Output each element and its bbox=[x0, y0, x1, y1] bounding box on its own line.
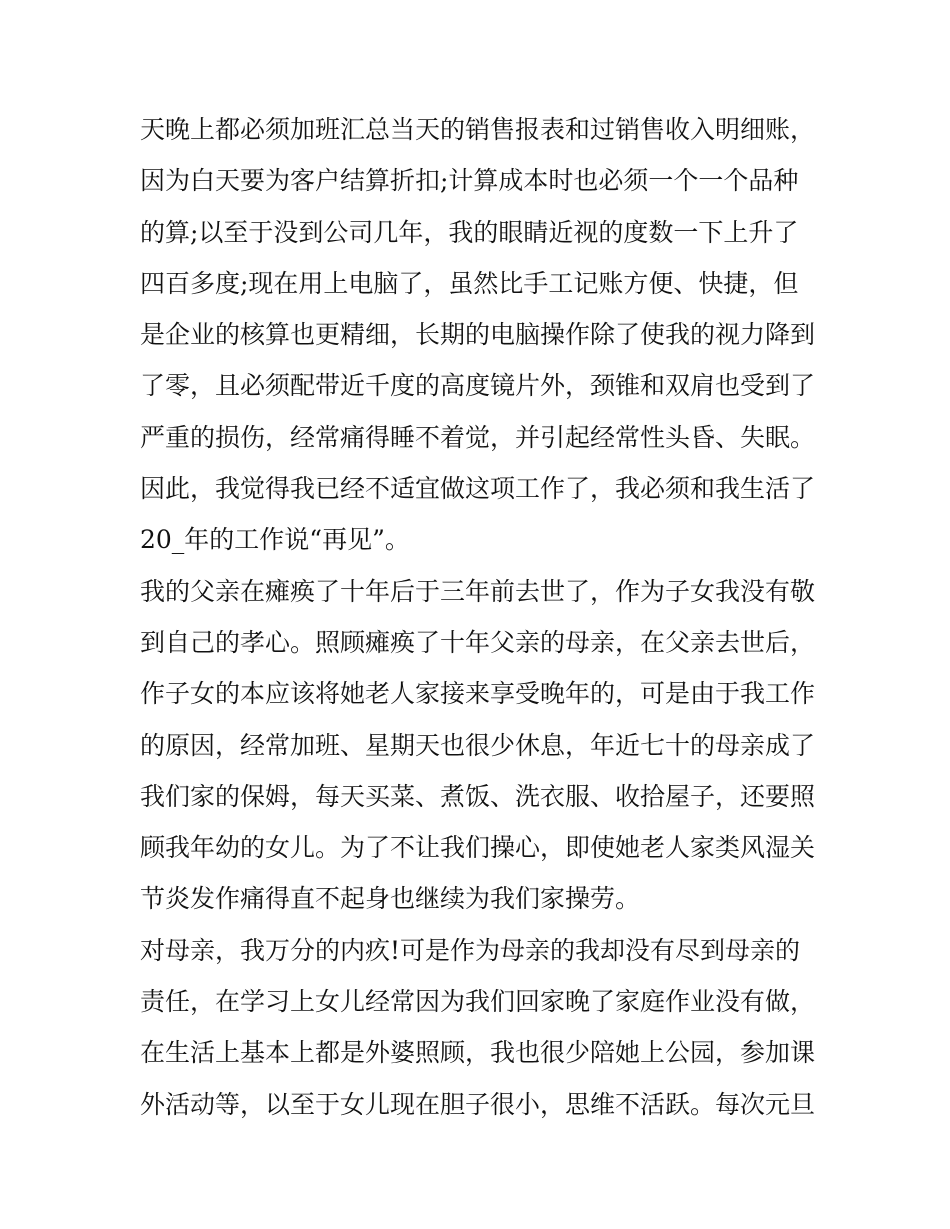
text-line: 作子女的本应该将她老人家接来享受晚年的，可是由于我工作 bbox=[140, 679, 816, 709]
text-line: 对母亲，我万分的内疚!可是作为母亲的我却没有尽到母亲的 bbox=[140, 935, 801, 965]
text-line: 外活动等，以至于女儿现在胆子很小，思维不活跃。每次元旦 bbox=[140, 1089, 816, 1119]
text-line: 是企业的核算也更精细，长期的电脑操作除了使我的视力降到 bbox=[140, 320, 816, 350]
text-line: 在生活上基本上都是外婆照顾，我也很少陪她上公园，参加课 bbox=[140, 1038, 816, 1068]
text-line: 责任，在学习上女儿经常因为我们回家晚了家庭作业没有做， bbox=[140, 987, 816, 1017]
text-line: 的算;以至于没到公司几年，我的眼睛近视的度数一下上升了 bbox=[140, 217, 799, 247]
text-line: 四百多度;现在用上电脑了，虽然比手工记账方便、快捷，但 bbox=[140, 268, 799, 298]
text-line: 顾我年幼的女儿。为了不让我们操心，即使她老人家类风湿关 bbox=[140, 833, 816, 863]
text-line: 到自己的孝心。照顾瘫痪了十年父亲的母亲，在父亲去世后， bbox=[140, 627, 816, 657]
text-line: 节炎发作痛得直不起身也继续为我们家操劳。 bbox=[140, 884, 641, 914]
text-line: 我的父亲在瘫痪了十年后于三年前去世了，作为子女我没有敬 bbox=[140, 576, 816, 606]
text-line: 了零，且必须配带近千度的高度镜片外，颈锥和双肩也受到了 bbox=[140, 371, 816, 401]
text-line: 因此，我觉得我已经不适宜做这项工作了，我必须和我生活了 bbox=[140, 474, 816, 504]
text-line: 的原因，经常加班、星期天也很少休息，年近七十的母亲成了 bbox=[140, 730, 816, 760]
text-line: 严重的损伤，经常痛得睡不着觉，并引起经常性头昏、失眠。 bbox=[140, 422, 816, 452]
document-body bbox=[140, 104, 830, 1130]
text-line: 我们家的保姆，每天买菜、煮饭、洗衣服、收拾屋子，还要照 bbox=[140, 781, 816, 811]
text-line: 天晚上都必须加班汇总当天的销售报表和过销售收入明细账， bbox=[140, 115, 816, 144]
text-line: 20_年的工作说“再见”。 bbox=[140, 525, 410, 555]
text-line: 因为白天要为客户结算折扣;计算成本时也必须一个一个品种 bbox=[140, 166, 799, 196]
